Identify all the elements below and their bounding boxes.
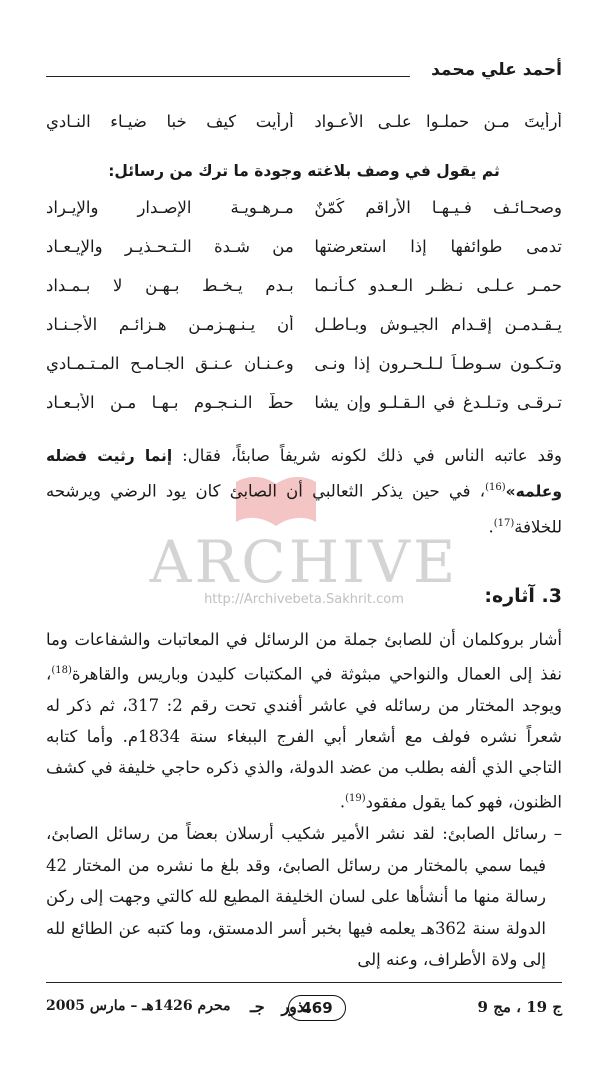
journal-brand — [250, 995, 400, 1023]
page-number: 469 — [288, 995, 346, 1021]
paragraph-text: . — [339, 792, 346, 811]
footnote-reference: (16) — [485, 482, 506, 493]
verse-first-hemistich: أرأيتَ مـن حملـوا علـى الأعـواد — [314, 112, 562, 131]
verse-row — [46, 393, 562, 423]
verse-row — [46, 112, 562, 142]
verse-first-hemistich: تـرقـى وتـلـدغ في الـقـلـو وإن يشا — [314, 393, 562, 412]
verse-row — [46, 237, 562, 267]
verse-row — [46, 276, 562, 306]
watermark-url: http://Archivebeta.Sakhrit.com — [204, 592, 404, 607]
verse-second-hemistich: بـدم يـخـط بـهـن لا بـمـداد — [46, 276, 294, 295]
paragraph-text: . — [488, 517, 494, 536]
journal-name-part: جـ — [250, 997, 265, 1016]
body-paragraph — [46, 440, 562, 542]
paragraph-text: ، في حين يذكر الثعالبي أن الصابئ كان يود الرضي ويرشحه للخلافة — [46, 481, 562, 536]
verse-row — [46, 315, 562, 345]
verse-first-hemistich: يـقـدمـن إقـدام الجيـوش وبـاطـل — [314, 315, 562, 334]
header-rule — [46, 76, 410, 77]
list-item-text: لقد نشر الأمير شكيب أرسلان بعضاً من رسائل الصابئ، فيما سمي بالمختار من رسائل الصابئ، وقد بلغ ما نشره من المختار 42 رسالة منها ما أنشأها على لسان الخليفة المطيع لله كالتي وجهت إلى ركن الدولة سنة 362هـ يعلمه فيها بخبر أسر الدمستق، وما كتبه عن الطائع لله إلى ولاة الأطراف، وعنه إلى — [46, 824, 546, 969]
footnote-reference: (17) — [493, 517, 515, 529]
list-dash: – — [553, 824, 562, 843]
verse-row — [46, 354, 562, 384]
body-paragraph — [46, 624, 562, 817]
footer-issue-info: ج 19 ، مج 9 — [477, 998, 562, 1016]
list-item — [46, 818, 562, 976]
journal-name-part: ـذور — [281, 997, 310, 1016]
running-header-author: أحمد علي محمد — [431, 60, 562, 80]
verse-second-hemistich: حطّ الـنـجـوم بـهـا مـن الأبـعـاد — [46, 393, 294, 412]
verse-first-hemistich: تدمى طوائفها إذا استعرضتها — [314, 237, 562, 256]
verse-second-hemistich: من شـدة الـتـحـذيـر والإيـعـاد — [46, 237, 294, 256]
watermark-text: ARCHIVE — [149, 528, 459, 596]
footer-date: محرم 1426هـ – مارس 2005 — [46, 998, 231, 1014]
paragraph-text: ، ويوجد المختار من رسائله في عاشر أفندي تحت رقم 2: 317، ثم ذكر له شعراً نشره فولف مع أشعار أبي الفرج الببغاء سنة 1834م. وأما كتابه التاجي الذي ألفه بطلب من عضد الدولة، والذي ذكره حاجي خليفة في كشف الظنون، فهو كما يقول مفقود — [46, 664, 562, 811]
verse-first-hemistich: وتـكـون سـوطـاً لـلـحـرون إذا ونـى — [314, 354, 562, 373]
verse-first-hemistich: حمـر عـلـى نـظـر الـعـدو كـأنـما — [314, 276, 562, 295]
verse-first-hemistich: وصحـائـف فـيـهـا الأراقم كُمّنٌ — [314, 198, 562, 217]
paragraph-text: وقد عاتبه الناس في ذلك لكونه شريفاً صابئاً، فقال: — [182, 446, 563, 465]
verse-second-hemistich: أن يـنـهـزمـن هـزائـم الأجـنـاد — [46, 315, 294, 334]
section-heading: 3. آثاره: — [484, 585, 562, 607]
footnote-reference: (19) — [345, 792, 366, 804]
footnote-reference: (18) — [51, 665, 72, 676]
paragraph-text: أشار بروكلمان أن للصابئ جملة من الرسائل في المعاتبات والشفاعات وما نفذ إلى العمال والنواحي مبثوثة في المكتبات كليدن وباريس والقاهرة — [46, 630, 562, 684]
verse-second-hemistich: مـرهـويـة الإصـدار والإيـراد — [46, 198, 294, 217]
footer-rule — [46, 982, 562, 983]
list-item-label: رسائل الصابئ: — [442, 824, 547, 843]
quoted-text: إنما رثيت فضله وعلمه» — [46, 447, 562, 501]
verse-second-hemistich: وعـنـان عـنـق الجـامـح المـتـمـادي — [46, 354, 294, 373]
verse-row — [46, 198, 562, 228]
verse-second-hemistich: أرأيت كيف خبا ضيـاء النـادي — [46, 112, 294, 131]
poem-introduction: ثم يقول في وصف بلاغته وجودة ما ترك من رسائل: — [108, 162, 500, 180]
